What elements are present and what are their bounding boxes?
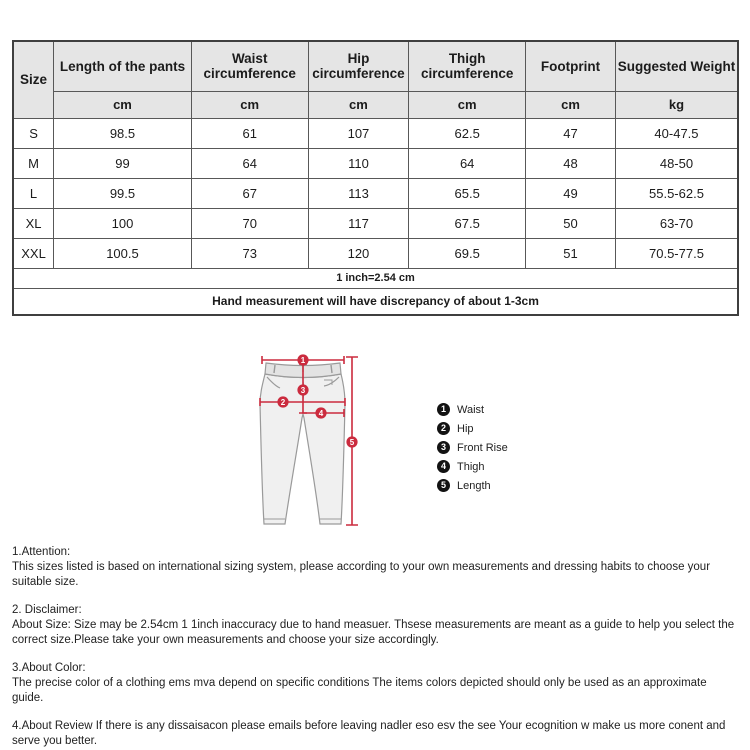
note-heading: 2. Disclaimer: (12, 604, 82, 616)
legend-item-thigh (437, 457, 508, 476)
col-header-hip: Hip circumference (308, 41, 409, 91)
note-heading: 3.About Color: (12, 662, 86, 674)
unit-weight: kg (615, 91, 738, 118)
col-header-length: Length of the pants (54, 41, 192, 91)
table-row-l (13, 178, 738, 208)
cell: 61 (191, 118, 308, 148)
cell: 110 (308, 148, 409, 178)
cell: 64 (409, 148, 526, 178)
cell: 49 (526, 178, 616, 208)
legend-label: Length (457, 479, 491, 492)
size-chart-table (12, 40, 739, 316)
table-row-m (13, 148, 738, 178)
marker-2: 2 (280, 397, 286, 407)
cell: 48-50 (615, 148, 738, 178)
table-row-xxl (13, 238, 738, 268)
table-header-row (13, 41, 738, 91)
cell: 70 (191, 208, 308, 238)
cell: S (13, 118, 54, 148)
note-about-review (12, 719, 740, 749)
legend-item-hip (437, 419, 508, 438)
note-attention (12, 545, 740, 590)
cell: 55.5-62.5 (615, 178, 738, 208)
cell: 48 (526, 148, 616, 178)
note-body: This sizes listed is based on international sizing system, please according to your own measurements and dressing habits to choose your suitable size. (12, 561, 711, 588)
cell: 98.5 (54, 118, 192, 148)
col-header-waist: Waist circumference (191, 41, 308, 91)
marker-1: 1 (300, 355, 306, 365)
cell: 113 (308, 178, 409, 208)
legend-item-waist (437, 400, 508, 419)
table-units-row (13, 91, 738, 118)
col-header-size: Size (13, 41, 54, 118)
footnote-hand-measurement: Hand measurement will have discrepancy of about 1-3cm (13, 288, 738, 315)
note-body: About Size: Size may be 2.54cm 1 1inch inaccuracy due to hand measuer. Thsese measurements are meant as a guide to help you select the correct size.Please take your own measurements and choose your size accordingly. (12, 619, 735, 646)
legend-label: Thigh (457, 460, 485, 473)
cell: 40-47.5 (615, 118, 738, 148)
cell: 69.5 (409, 238, 526, 268)
legend-label: Hip (457, 422, 474, 435)
legend-item-length (437, 476, 508, 495)
note-disclaimer (12, 603, 740, 648)
legend-label: Front Rise (457, 441, 508, 454)
legend-number-icon: 1 (437, 403, 450, 416)
cell: 100.5 (54, 238, 192, 268)
table-row-s (13, 118, 738, 148)
pants-measurement-diagram (248, 342, 378, 552)
legend-number-icon: 2 (437, 422, 450, 435)
cell: 51 (526, 238, 616, 268)
cell: 107 (308, 118, 409, 148)
cell: 65.5 (409, 178, 526, 208)
cell: 117 (308, 208, 409, 238)
cell: 99.5 (54, 178, 192, 208)
col-header-weight: Suggested Weight (615, 41, 738, 91)
marker-3: 3 (300, 385, 306, 395)
unit-hip: cm (308, 91, 409, 118)
legend-number-icon: 4 (437, 460, 450, 473)
cell: 62.5 (409, 118, 526, 148)
cell: 67 (191, 178, 308, 208)
note-heading: 1.Attention: (12, 546, 71, 558)
cell: 63-70 (615, 208, 738, 238)
table-footnote-hand-row (13, 288, 738, 315)
marker-4: 4 (318, 408, 324, 418)
cell: 64 (191, 148, 308, 178)
cell: 70.5-77.5 (615, 238, 738, 268)
note-body: 4.About Review If there is any dissaisacon please emails before leaving nadler eso esv the see Your ecognition w make us more conent and serve you better. (12, 720, 726, 747)
cell: M (13, 148, 54, 178)
cell: 67.5 (409, 208, 526, 238)
legend-number-icon: 3 (437, 441, 450, 454)
cell: 47 (526, 118, 616, 148)
legend-number-icon: 5 (437, 479, 450, 492)
cell: 120 (308, 238, 409, 268)
cell: XL (13, 208, 54, 238)
notes-section (12, 545, 740, 750)
cell: 50 (526, 208, 616, 238)
note-body: The precise color of a clothing ems mva depend on specific conditions The items colors depicted should only be used as an approximate guide. (12, 677, 707, 704)
cell: 99 (54, 148, 192, 178)
measurement-legend (437, 400, 508, 495)
note-about-color (12, 661, 740, 706)
table-footnote-inch-row (13, 268, 738, 288)
legend-label: Waist (457, 403, 485, 416)
col-header-thigh: Thigh circumference (409, 41, 526, 91)
unit-thigh: cm (409, 91, 526, 118)
cell: 73 (191, 238, 308, 268)
col-header-footprint: Footprint (526, 41, 616, 91)
cell: XXL (13, 238, 54, 268)
table-row-xl (13, 208, 738, 238)
legend-item-front-rise (437, 438, 508, 457)
unit-length: cm (54, 91, 192, 118)
footnote-inch: 1 inch=2.54 cm (13, 268, 738, 288)
cell: 100 (54, 208, 192, 238)
unit-footprint: cm (526, 91, 616, 118)
cell: L (13, 178, 54, 208)
unit-waist: cm (191, 91, 308, 118)
marker-5: 5 (349, 437, 355, 447)
